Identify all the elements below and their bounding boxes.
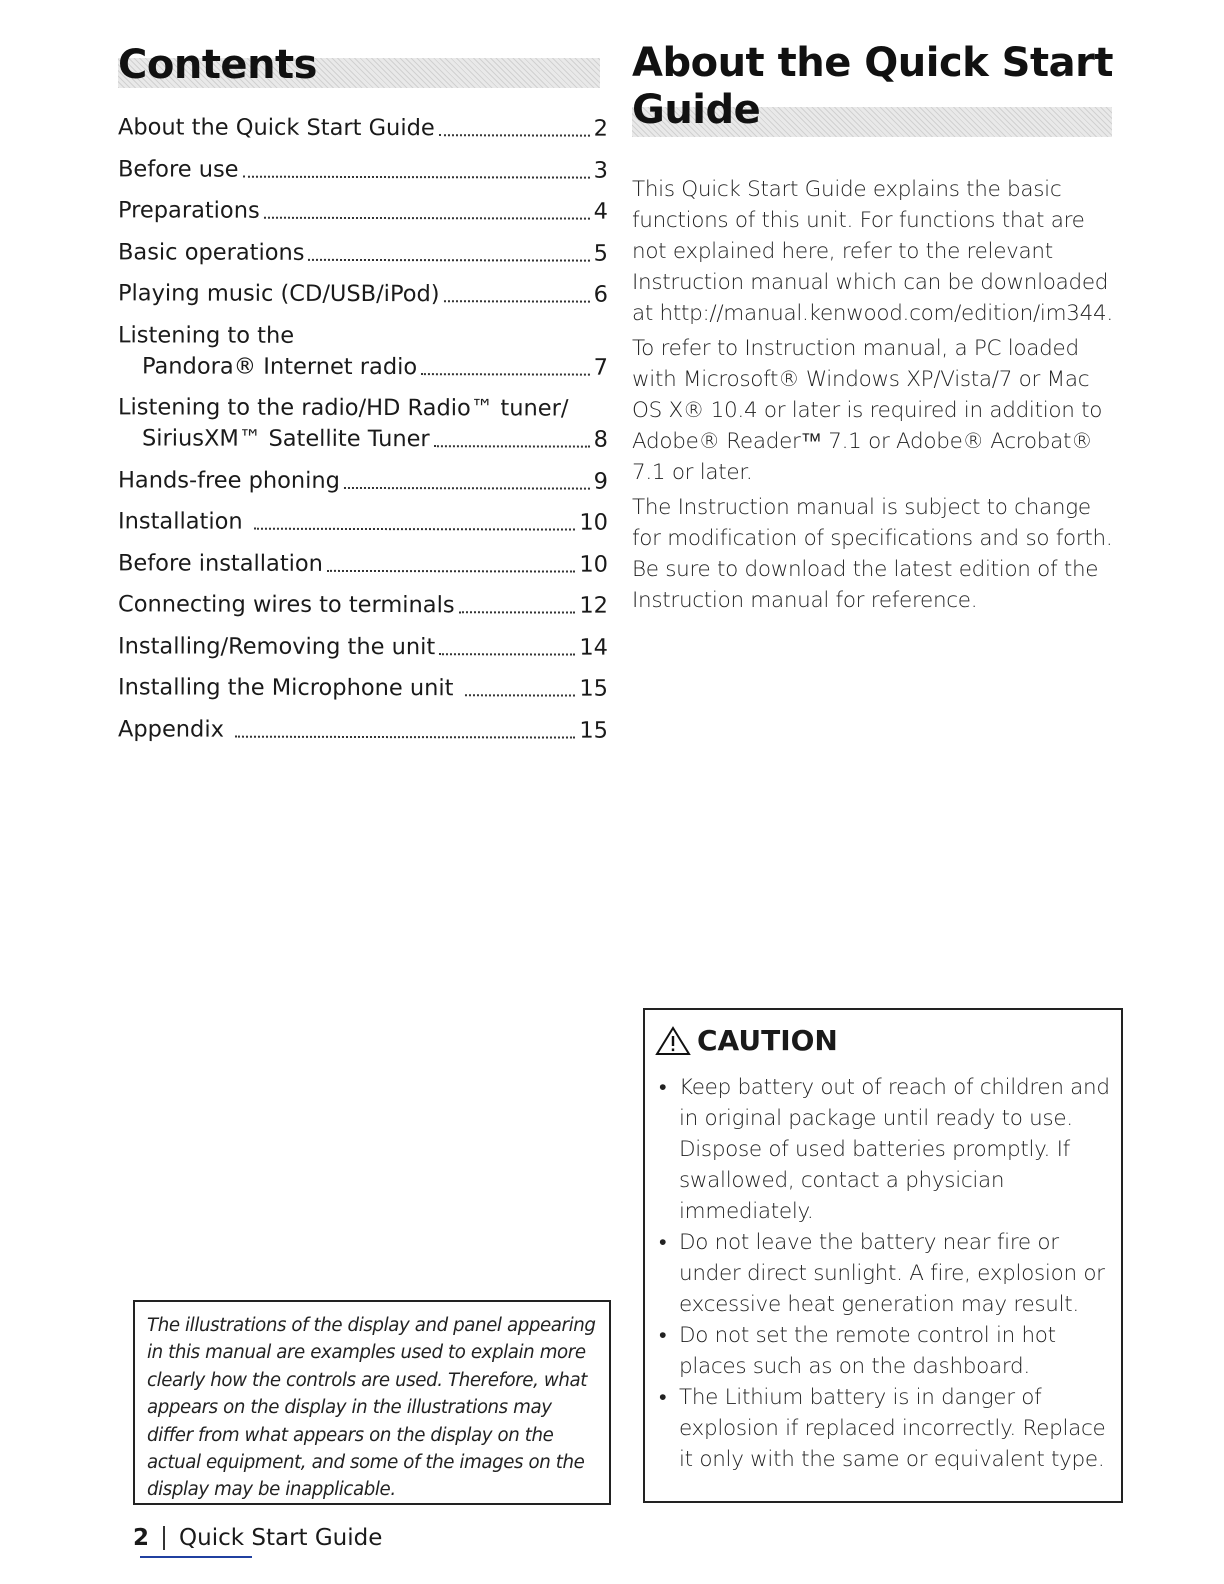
toc-entry-label: Installation [117, 508, 250, 535]
caution-item-text: Keep battery out of reach of children and in original package until ready to use. Dispose of used batteries promptly. If swallowed, contact a physician immediately. [679, 1075, 1110, 1224]
footer-label: Quick Start Guide [179, 1525, 383, 1551]
about-paragraph: To refer to Instruction manual, a PC loaded with Microsoft® Windows XP/Vista/7 or Mac OS X® 10.4 or later is required in addition to Adobe® Reader™ 7.1 or Adobe® Acrobat® 7.1 or later. [632, 336, 1103, 485]
dot-leader [254, 528, 576, 531]
caution-item-text: Do not leave the battery near fire or under direct sunlight. A fire, explosion or excessive heat generation may result. [679, 1230, 1105, 1317]
dot-leader [459, 611, 576, 613]
toc-entry-microphone[interactable] [118, 672, 608, 704]
toc-entry-page: 10 [579, 509, 609, 536]
about-heading-band [632, 40, 1117, 134]
toc-entry-page: 8 [593, 426, 608, 453]
dot-leader [243, 175, 590, 178]
caution-list [655, 1072, 1111, 1475]
contents-heading-band [118, 42, 608, 89]
toc-entry-page: 7 [593, 354, 608, 381]
toc-entry-label: About the Quick Start Guide [117, 114, 435, 142]
dot-leader [444, 300, 590, 302]
toc-entry-label: Installing the Microphone unit [117, 674, 461, 702]
caution-title: CAUTION [697, 1024, 838, 1057]
toc-entry-preparations[interactable] [118, 195, 608, 227]
toc-entry-label: Connecting wires to terminals [117, 591, 455, 619]
toc-entry-label-line1: Listening to the [118, 321, 295, 349]
toc-entry-page: 15 [579, 675, 609, 702]
toc-entry-label: Before installation [117, 549, 323, 577]
toc-entry-label: Hands-free phoning [117, 466, 341, 494]
dot-leader [344, 486, 590, 489]
dot-leader [327, 569, 575, 572]
caution-item-text: The Lithium battery is in danger of explosion if replaced incorrectly. Replace it only with the same or equivalent type. [679, 1385, 1106, 1472]
toc-entry-radio[interactable] [118, 392, 608, 455]
illustration-note-text: The illustrations of the display and panel appearing in this manual are examples used to explain more clearly how the controls are used. Therefore, what appears on the display in the illustrations may differ from what appears on the display on the actual equipment, and some of the images on the display may be inapplicable. [147, 1315, 596, 1501]
illustration-note-box [133, 1300, 611, 1505]
about-section [632, 40, 1117, 620]
page-footer [133, 1522, 382, 1554]
caution-item [655, 1320, 1111, 1382]
toc-entry-label: Appendix [117, 715, 232, 743]
toc-entry-page: 6 [593, 281, 609, 308]
dot-leader [465, 694, 576, 696]
bullet-icon: • [659, 1075, 667, 1100]
toc-entry-line2 [118, 423, 608, 455]
toc-entry-label: Playing music (CD/USB/iPod) [117, 280, 440, 308]
toc-entry-basic-operations[interactable] [118, 237, 608, 269]
toc-entry-playing-music[interactable] [118, 278, 608, 310]
about-title-line2: Guide [632, 87, 761, 133]
bullet-icon: • [659, 1323, 667, 1348]
caution-box [643, 1008, 1123, 1503]
toc-entry-page: 2 [593, 115, 609, 142]
toc-entry-line2 [118, 351, 608, 383]
footer-underline [140, 1556, 252, 1558]
toc-entry-connecting-wires[interactable] [118, 589, 608, 621]
toc-entry-installation[interactable] [118, 506, 608, 538]
toc-entry-page: 4 [593, 198, 609, 225]
dot-leader [235, 735, 575, 738]
footer-divider [163, 1526, 165, 1550]
caution-item-text: Do not set the remote control in hot places such as on the dashboard. [679, 1323, 1056, 1379]
caution-item [655, 1072, 1111, 1227]
about-paragraph: The Instruction manual is subject to change for modification of specifications and so forth. Be sure to download the latest edition of the Instruction manual for reference. [632, 495, 1113, 613]
contents-title: Contents [118, 42, 317, 88]
dot-leader [421, 373, 589, 375]
toc-entry-before-use[interactable] [118, 154, 608, 186]
about-title-line1: About the Quick Start [632, 40, 1113, 86]
warning-triangle-icon [655, 1026, 691, 1056]
toc-entry-label: Preparations [117, 197, 260, 224]
toc-entry-about[interactable] [118, 112, 608, 144]
bullet-icon: • [659, 1385, 667, 1410]
page-number: 2 [133, 1525, 150, 1551]
toc-entry-page: 12 [579, 592, 609, 619]
toc-entry-label: Basic operations [117, 238, 305, 266]
toc-entry-appendix[interactable] [118, 714, 608, 746]
toc-entry-page: 5 [593, 240, 609, 267]
caution-item [655, 1227, 1111, 1320]
toc-entry-page: 10 [579, 551, 609, 578]
toc-entry-installing-removing[interactable] [118, 631, 608, 663]
toc-list [118, 113, 608, 746]
about-paragraph: This Quick Start Guide explains the basic functions of this unit. For functions that are not explained here, refer to the relevant Instruction manual which can be downloaded at http://manual.kenwood.com/edition/im344. [632, 177, 1113, 326]
toc-entry-label-line2: Pandora® Internet radio [141, 352, 418, 380]
about-title [632, 40, 1117, 134]
dot-leader [439, 653, 575, 655]
dot-leader [264, 217, 590, 220]
toc-entry-page: 9 [593, 468, 609, 495]
about-body [632, 174, 1117, 616]
bullet-icon: • [659, 1230, 667, 1255]
toc-entry-label: Before use [117, 155, 239, 183]
dot-leader [439, 134, 590, 136]
toc-entry-label-line1: Listening to the radio/HD Radio™ tuner/ [118, 394, 569, 422]
toc-entry-before-installation[interactable] [118, 548, 608, 580]
toc-entry-label: Installing/Removing the unit [117, 632, 436, 660]
toc-entry-label-line2: SiriusXM™ Satellite Tuner [141, 425, 430, 453]
toc-entry-pandora[interactable] [118, 320, 608, 383]
caution-heading [655, 1022, 1111, 1060]
toc-entry-page: 15 [579, 717, 609, 744]
caution-item [655, 1382, 1111, 1475]
toc-entry-page: 3 [593, 157, 609, 184]
contents-section [118, 42, 608, 756]
dot-leader [434, 445, 590, 447]
toc-entry-hands-free[interactable] [118, 465, 608, 497]
dot-leader [308, 258, 589, 261]
toc-entry-page: 14 [579, 634, 609, 661]
